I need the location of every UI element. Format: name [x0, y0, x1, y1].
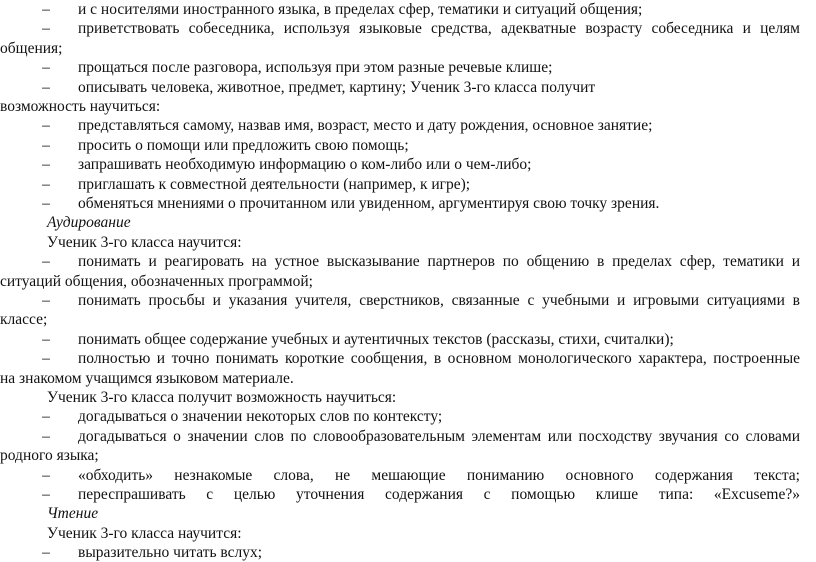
- list-item-text: догадываться о значении некоторых слов по контексту;: [78, 408, 443, 426]
- list-item-text: понимать просьбы и указания учителя, сверстников, связанные с учебными и игровыми ситуациями в: [78, 292, 800, 309]
- list-item-continuation: родного языка;: [0, 447, 99, 465]
- list-item-text: представляться самому, назвав имя, возраст, место и дату рождения, основное занятие;: [78, 117, 653, 135]
- list-bullet: –: [42, 195, 50, 212]
- list-bullet: –: [42, 330, 50, 348]
- list-bullet: –: [42, 1, 50, 18]
- list-item: [0, 59, 800, 77]
- list-bullet: –: [42, 350, 50, 368]
- paragraph: Ученик 3-го класса получит возможность научиться:: [47, 389, 397, 406]
- list-item-text: обменяться мнениями о прочитанном или увиденном, аргументируя свою точку зрения.: [78, 195, 660, 212]
- list-item: [0, 253, 800, 271]
- list-item-continuation: общения;: [0, 39, 63, 57]
- list-item-continuation: возможность научиться:: [0, 98, 161, 115]
- list-bullet: –: [42, 156, 50, 174]
- list-item: [0, 292, 800, 310]
- list-item: [0, 20, 800, 38]
- list-item-text: описывать человека, животное, предмет, картину; Ученик 3-го класса получит: [78, 78, 596, 96]
- list-item-text: прощаться после разговора, используя при этом разные речевые клише;: [78, 59, 553, 77]
- section-heading: Аудирование: [47, 214, 131, 232]
- list-item: [0, 137, 800, 155]
- list-bullet: –: [42, 136, 50, 154]
- list-item: [0, 331, 800, 349]
- list-bullet: –: [42, 117, 50, 135]
- list-item-text: догадываться о значении слов по словообразовательным элементам или посходству звучания со словами: [78, 427, 800, 445]
- list-item-text: запрашивать необходимую информацию о ком-либо или о чем-либо;: [78, 156, 532, 174]
- list-item: [0, 1, 800, 19]
- list-bullet: –: [42, 78, 50, 96]
- list-bullet: –: [42, 292, 50, 309]
- list-item: [0, 195, 800, 213]
- list-item-continuation: ситуаций общения, обозначенных программой;: [0, 272, 313, 290]
- list-item-continuation: на знакомом учащимся языковом материале.: [0, 369, 294, 387]
- list-item-text: переспрашивать с целью уточнения содержания с помощью клише типа: «Excuseme?»: [78, 486, 800, 503]
- list-item: [0, 544, 800, 562]
- list-item-text: понимать общее содержание учебных и аутентичных текстов (рассказы, стихи, считалки);: [78, 330, 674, 348]
- list-item: [0, 486, 800, 504]
- list-item: [0, 156, 800, 174]
- list-item-text: понимать и реагировать на устное высказывание партнеров по общению в пределах сфер, тематики и: [78, 253, 800, 271]
- paragraph: Ученик 3-го класса научится:: [47, 233, 242, 251]
- list-item: [0, 176, 800, 194]
- list-item-text: просить о помощи или предложить свою помощь;: [78, 136, 409, 154]
- list-item-text: полностью и точно понимать короткие сообщения, в основном монологического характера, построенные: [78, 350, 800, 368]
- list-item: [0, 467, 800, 485]
- section-heading: Чтение: [47, 505, 99, 523]
- list-bullet: –: [42, 253, 50, 271]
- list-bullet: –: [42, 466, 50, 484]
- list-item-continuation: классе;: [0, 311, 48, 329]
- list-item: [0, 79, 800, 97]
- list-bullet: –: [42, 544, 50, 562]
- list-item: [0, 408, 800, 426]
- list-item-text: «обходить» незнакомые слова, не мешающие пониманию основного содержания текста;: [78, 466, 800, 484]
- list-bullet: –: [42, 486, 50, 503]
- list-bullet: –: [42, 20, 50, 38]
- list-bullet: –: [42, 427, 50, 445]
- list-item-text: приглашать к совместной деятельности (например, к игре);: [78, 175, 471, 193]
- paragraph: Ученик 3-го класса научится:: [47, 524, 242, 542]
- list-item-text: и с носителями иностранного языка, в пределах сфер, тематики и ситуаций общения;: [78, 1, 643, 18]
- list-item: [0, 117, 800, 135]
- list-item-text: приветствовать собеседника, используя языковые средства, адекватные возрасту собеседника и целям: [78, 20, 800, 38]
- list-item: [0, 350, 800, 368]
- list-item: [0, 428, 800, 446]
- list-bullet: –: [42, 175, 50, 193]
- list-item-text: выразительно читать вслух;: [78, 544, 263, 562]
- list-bullet: –: [42, 408, 50, 426]
- list-bullet: –: [42, 59, 50, 77]
